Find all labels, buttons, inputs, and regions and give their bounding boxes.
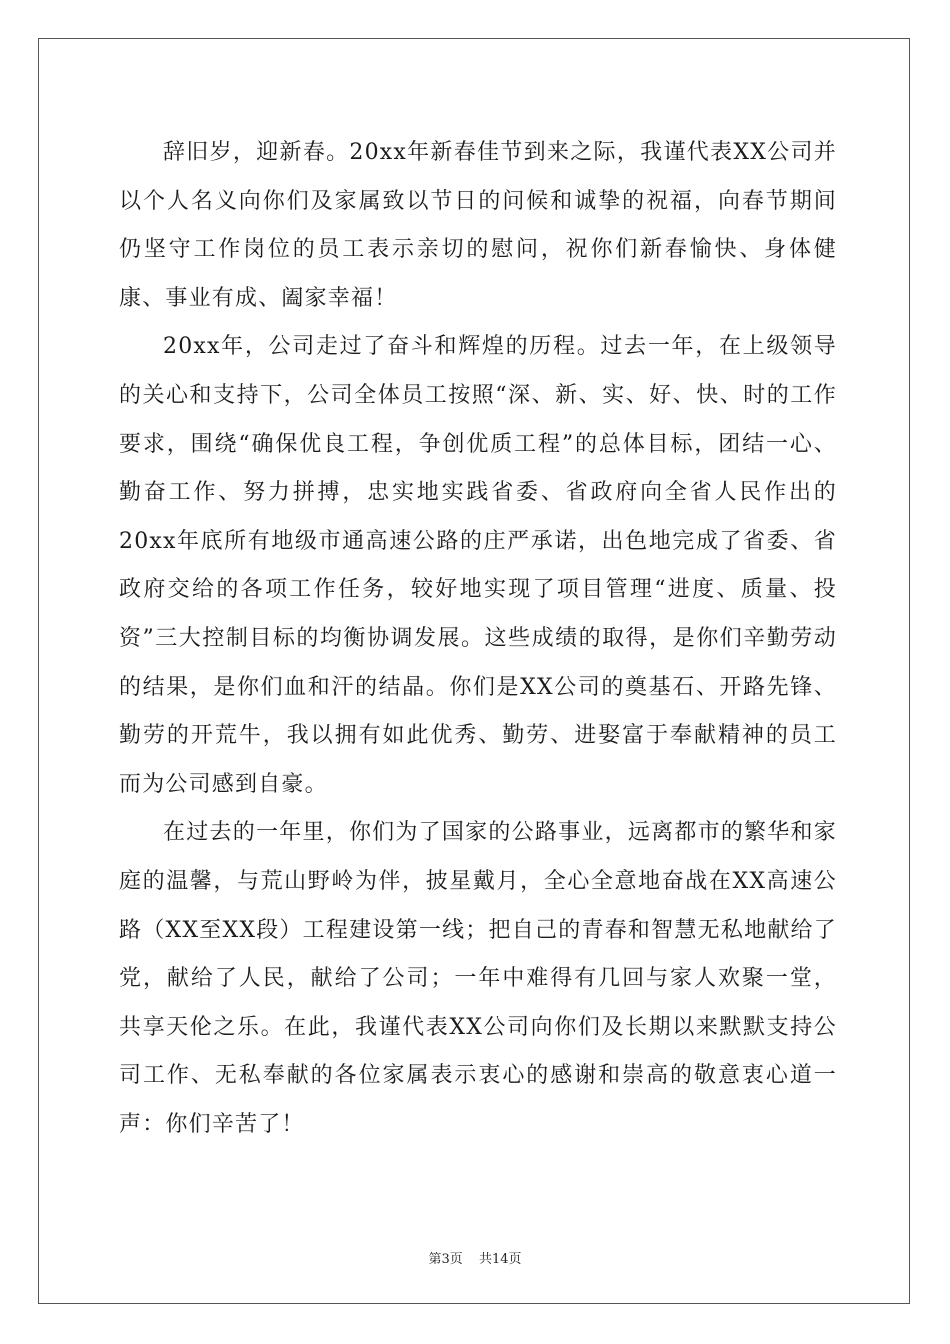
document-body: [119, 129, 837, 1149]
page-footer: [0, 1248, 950, 1267]
page-total: 共14页: [478, 1252, 522, 1267]
page-number: 第3页: [428, 1252, 463, 1267]
paragraph-3: 在过去的一年里，你们为了国家的公路事业，远离都市的繁华和家庭的温馨，与荒山野岭为伴，披星戴月，全心全意地奋战在XX高速公路（XX至XX段）工程建设第一线；把自己的青春和智慧无私地献给了党，献给了人民，献给了公司；一年中难得有几回与家人欢聚一堂，共享天伦之乐。在此，我谨代表XX公司向你们及长期以来默默支持公司工作、无私奉献的各位家属表示衷心的感谢和崇高的敬意衷心道一声：你们辛苦了！: [119, 820, 837, 1137]
paragraph-2: 20xx年，公司走过了奋斗和辉煌的历程。过去一年，在上级领导的关心和支持下，公司全体员工按照“深、新、实、好、快、时的工作要求，围绕“确保优良工程，争创优质工程”的总体目标，团结一心、勤奋工作、努力拼搏，忠实地实践省委、省政府向全省人民作出的20xx年底所有地级市通高速公路的庄严承诺，出色地完成了省委、省政府交给的各项工作任务，较好地实现了项目管理“进度、质量、投资”三大控制目标的均衡协调发展。这些成绩的取得，是你们辛勤劳动的结果，是你们血和汗的结晶。你们是XX公司的奠基石、开路先锋、勤劳的开荒牛，我以拥有如此优秀、勤劳、进娶富于奉献精神的员工而为公司感到自豪。: [119, 334, 837, 797]
paragraph-1: 辞旧岁，迎新春。20xx年新春佳节到来之际，我谨代表XX公司并以个人名义向你们及家属致以节日的问候和诚挚的祝福，向春节期间仍坚守工作岗位的员工表示亲切的慰问，祝你们新春愉快、身体健康、事业有成、阖家幸福！: [119, 140, 837, 311]
